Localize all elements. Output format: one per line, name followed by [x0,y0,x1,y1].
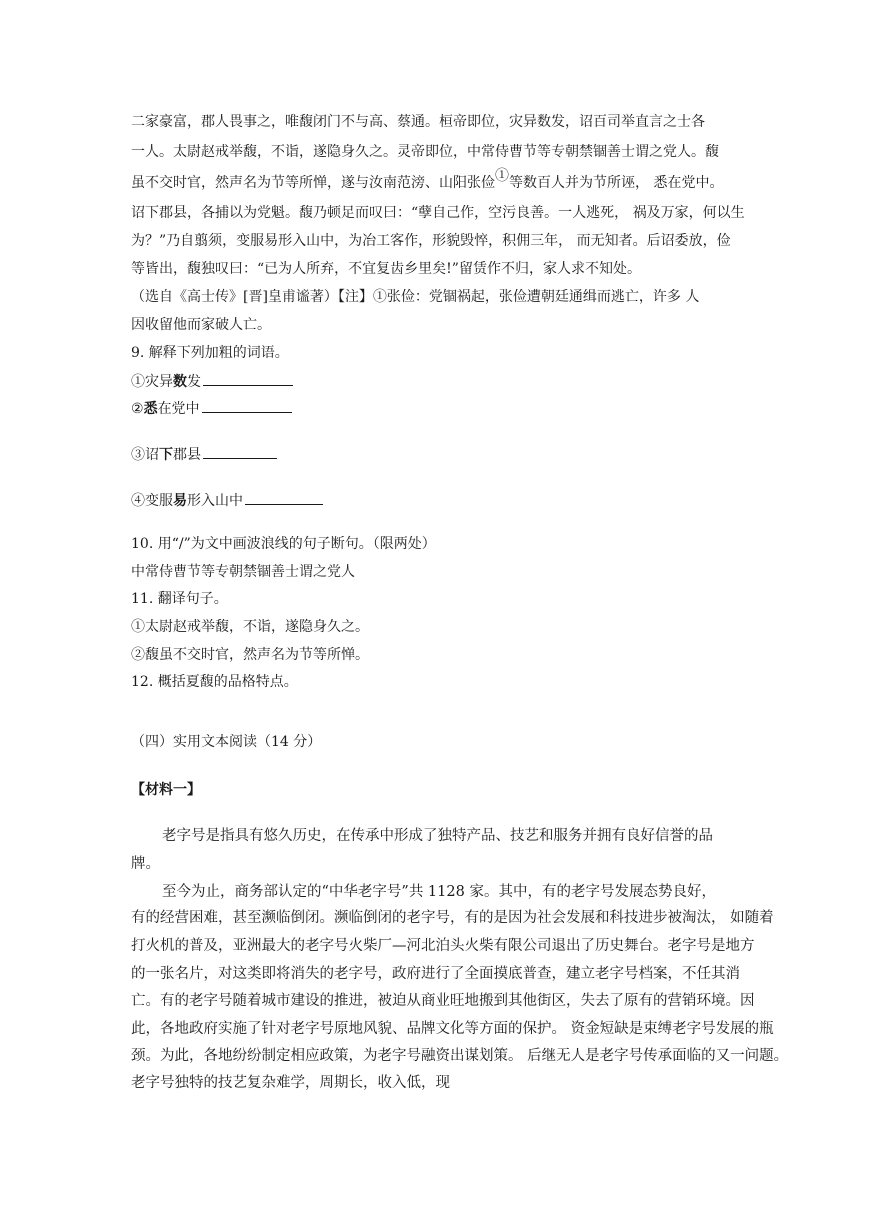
q11-sentence-1: ①太尉赵戒举馥，不诣，遂隐身久之。 [131,619,369,635]
q10-title: 10. 用“/”为文中画波浪线的句子断句。（限两处） [131,536,436,552]
article-line-4: 有的经营困难，甚至濒临倒闭。濒临倒闭的老字号，有的是因为社会发展和科技进步被淘汰， 如随着 [131,910,774,926]
passage-line-3 [131,168,724,192]
q9-item-3-pre: ③诏 [131,447,159,463]
q9-item-2-pre: ② [131,401,144,417]
q9-item-1 [131,371,293,391]
q9-item-4 [131,490,323,510]
q9-item-3 [131,444,277,464]
q11-sentence-2: ②馥虽不交时官，然声名为节等所惮。 [131,647,369,663]
q9-item-4-bold: 易 [173,493,187,509]
q9-item-4-post: 形入山中 [187,493,243,509]
article-line-5: 打火机的普及，亚洲最大的老字号火柴厂—河北泊头火柴有限公司退出了历史舞台。老字号是地方 [131,938,755,954]
q9-item-3-post: 郡县 [173,447,201,463]
article-line-2: 牌。 [131,856,160,872]
passage-line-2: 一人。太尉赵戒举馥，不诣，遂隐身久之。灵帝即位，中常侍曹节等专朝禁锢善士谓之党人。馥 [131,144,719,160]
passage-line-3-b: 等数百人并为节所诬， 悉在党中。 [509,175,724,191]
q9-item-2-bold: 悉 [143,401,158,417]
article-line-10: 老字号独特的技艺复杂难学，周期长，收入低，现 [131,1075,450,1091]
passage-line-3-a: 虽不交时官，然声名为节等所惮，遂与汝南范滂、山阳张俭 [131,175,495,191]
footnote-marker: ① [495,168,509,184]
article-line-7: 亡。有的老字号随着城市建设的推进，被迫从商业旺地搬到其他街区，失去了原有的营销环境。因 [131,993,755,1009]
material-label: 【材料一】 [131,782,201,798]
passage-line-4: 诏下郡县，各捕以为党魁。馥乃顿足而叹曰：“孽自己作，空污良善。一人逃死， 祸及万家，何以生 [131,205,745,221]
article-line-9: 颈。为此，各地纷纷制定相应政策，为老字号融资出谋划策。 后继无人是老字号传承面临的又一问题。 [131,1048,789,1064]
passage-source-cont: 因收留他而家破人亡。 [131,317,271,333]
q10-sentence: 中常侍曹节等专朝禁锢善士谓之党人 [131,564,355,580]
q9-item-4-pre: ④变服 [131,493,173,509]
passage-line-6: 等皆出，馥独叹曰：“已为人所弃，不宜复齿乡里矣!”留赁作不归，家人求不知处。 [131,261,641,277]
answer-blank-3[interactable] [203,444,277,459]
answer-blank-1[interactable] [203,371,293,386]
passage-line-5: 为？”乃自翦须，变服易形入山中，为冶工客作，形貌毁悴，积佣三年， 而无知者。后诏委放，俭 [131,233,731,249]
q9-title: 9. 解释下列加粗的词语。 [131,345,289,361]
article-line-1: 老字号是指具有悠久历史，在传承中形成了独特产品、技艺和服务并拥有良好信誉的品 [162,828,713,844]
answer-blank-2[interactable] [202,398,292,413]
q11-title: 11. 翻译句子。 [131,591,228,607]
article-line-6: 的一张名片，对这类即将消失的老字号，政府进行了全面摸底普查，建立老字号档案，不任其消 [131,966,740,982]
article-line-3: 至今为止，商务部认定的“中华老字号”共 1128 家。其中，有的老字号发展态势良好， [162,884,716,900]
q9-item-1-post: 发 [187,374,201,390]
q12-title: 12. 概括夏馥的品格特点。 [131,674,298,690]
passage-source: （选自《高士传》[晋]皇甫谧著）【注】①张俭：党锢祸起，张俭遭朝廷通缉而逃亡，许多 人 [131,289,700,305]
q9-item-2-post: 在党中 [157,401,200,417]
q9-item-2 [131,398,292,418]
q9-item-1-bold: 数 [173,374,187,390]
section-heading: （四）实用文本阅读（14 分） [131,734,322,750]
article-line-8: 此，各地政府实施了针对老字号原地风貌、品牌文化等方面的保护。 资金短缺是束缚老字号发展的瓶 [131,1021,774,1037]
q9-item-3-bold: 下 [159,447,173,463]
q9-item-1-pre: ①灾异 [131,374,173,390]
passage-line-1: 二家豪富，郡人畏事之，唯馥闭门不与高、蔡通。桓帝即位，灾异数发，诏百司举直言之士各 [131,114,705,130]
answer-blank-4[interactable] [245,490,323,505]
